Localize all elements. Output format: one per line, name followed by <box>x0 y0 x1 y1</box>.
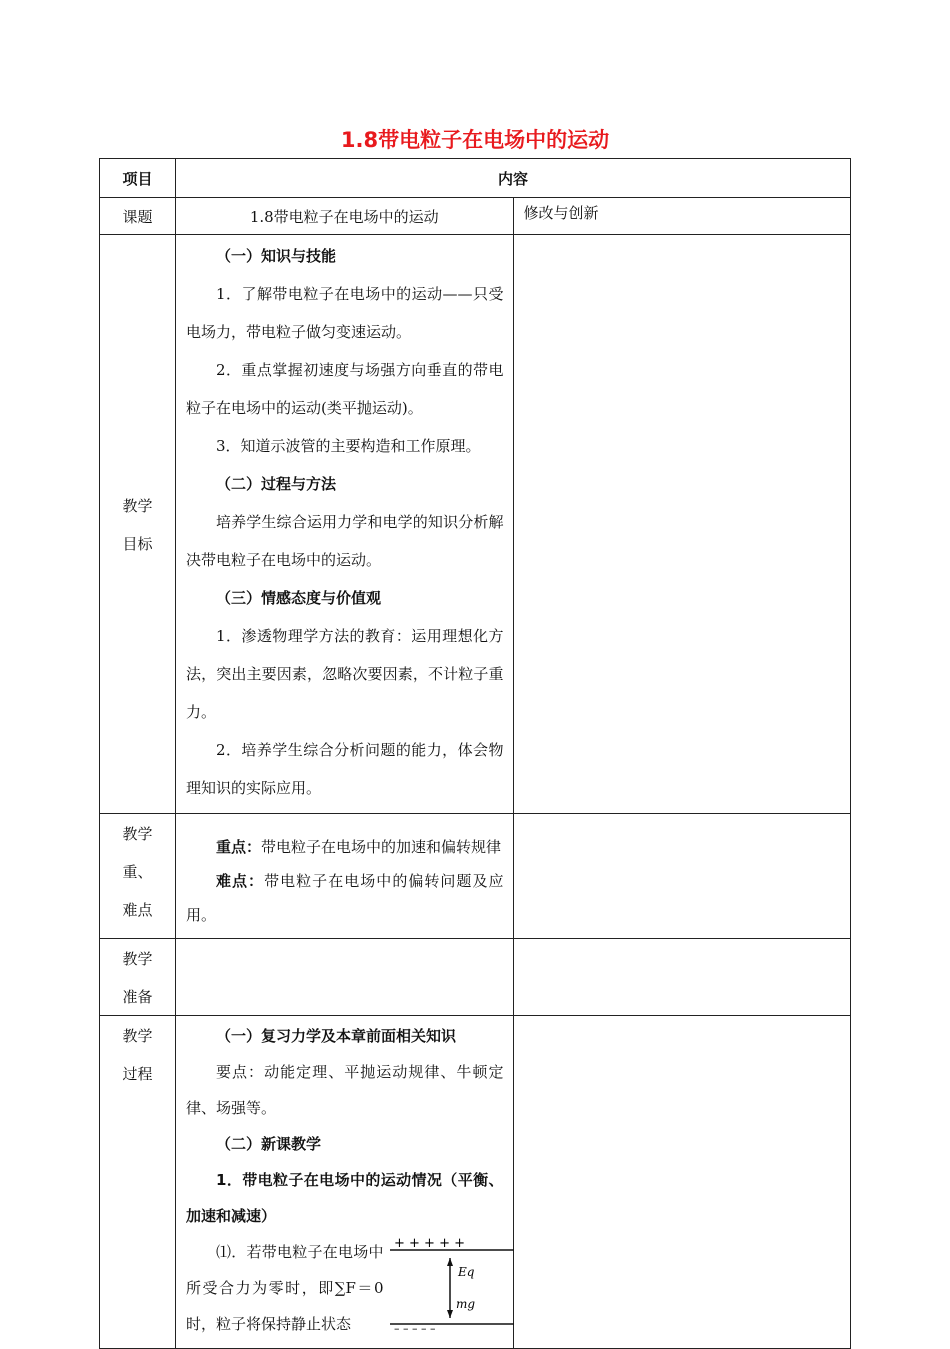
paragraph: 要点：动能定理、平抛运动规律、牛顿定律、场强等。 <box>186 1063 504 1117</box>
process-content <box>176 1016 514 1349</box>
paragraph: 2．重点掌握初速度与场强方向垂直的带电粒子在电场中的运动(类平抛运动)。 <box>186 361 504 417</box>
header-item: 项目 <box>100 159 176 198</box>
prep-label: 教学 准备 <box>100 939 176 1016</box>
objectives-content <box>176 235 514 814</box>
section-heading: （二）过程与方法 <box>216 475 337 493</box>
section-heading: （一）知识与技能 <box>216 247 337 265</box>
paragraph: 培养学生综合运用力学和电学的知识分析解决带电粒子在电场中的运动。 <box>186 513 504 569</box>
revision-label: 修改与创新 <box>513 198 851 235</box>
paragraph: 2．培养学生综合分析问题的能力，体会物理知识的实际应用。 <box>186 741 504 797</box>
force-eq-label: Eq <box>457 1265 474 1279</box>
objectives-label: 教学 目标 <box>100 235 176 814</box>
topic-label: 课题 <box>100 198 176 235</box>
paragraph: 1．渗透物理学方法的教育：运用理想化方法，突出主要因素，忽略次要因素，不计粒子重力。 <box>186 627 504 721</box>
section-heading: （二）新课教学 <box>216 1135 322 1153</box>
section-heading: （一）复习力学及本章前面相关知识 <box>216 1027 457 1045</box>
process-label: 教学 过程 <box>100 1016 176 1349</box>
prep-content <box>176 939 514 1016</box>
prep-notes <box>513 939 851 1016</box>
document-title: 1.8带电粒子在电场中的运动 <box>340 128 610 152</box>
focus-content <box>176 814 514 939</box>
paragraph: 1．了解带电粒子在电场中的运动——只受电场力，带电粒子做匀变速运动。 <box>186 285 504 341</box>
key-point: 重点：带电粒子在电场中的加速和偏转规律 <box>216 838 502 856</box>
minus-charges: – – – – – <box>393 1322 435 1332</box>
topic-value: 1.8带电粒子在电场中的运动 <box>176 198 514 235</box>
focus-label: 教学 重、 难点 <box>100 814 176 939</box>
section-heading: 1．带电粒子在电场中的运动情况（平衡、加速和减速） <box>186 1171 504 1225</box>
header-content: 内容 <box>176 159 851 198</box>
paragraph: 3．知道示波管的主要构造和工作原理。 <box>216 437 481 455</box>
process-notes <box>513 1016 851 1349</box>
force-diagram-figure <box>390 1238 514 1332</box>
focus-notes <box>513 814 851 939</box>
section-heading: （三）情感态度与价值观 <box>216 589 382 607</box>
force-mg-label: mg <box>455 1297 475 1311</box>
lesson-plan-table <box>99 158 851 1349</box>
difficult-point: 难点：带电粒子在电场中的偏转问题及应用。 <box>186 872 504 924</box>
paragraph: ⑴．若带电粒子在电场中所受合力为零时，即∑F＝0时，粒子将保持静止状态 <box>186 1243 384 1333</box>
objectives-notes <box>513 235 851 814</box>
plus-charges: + + + + + <box>393 1238 465 1251</box>
